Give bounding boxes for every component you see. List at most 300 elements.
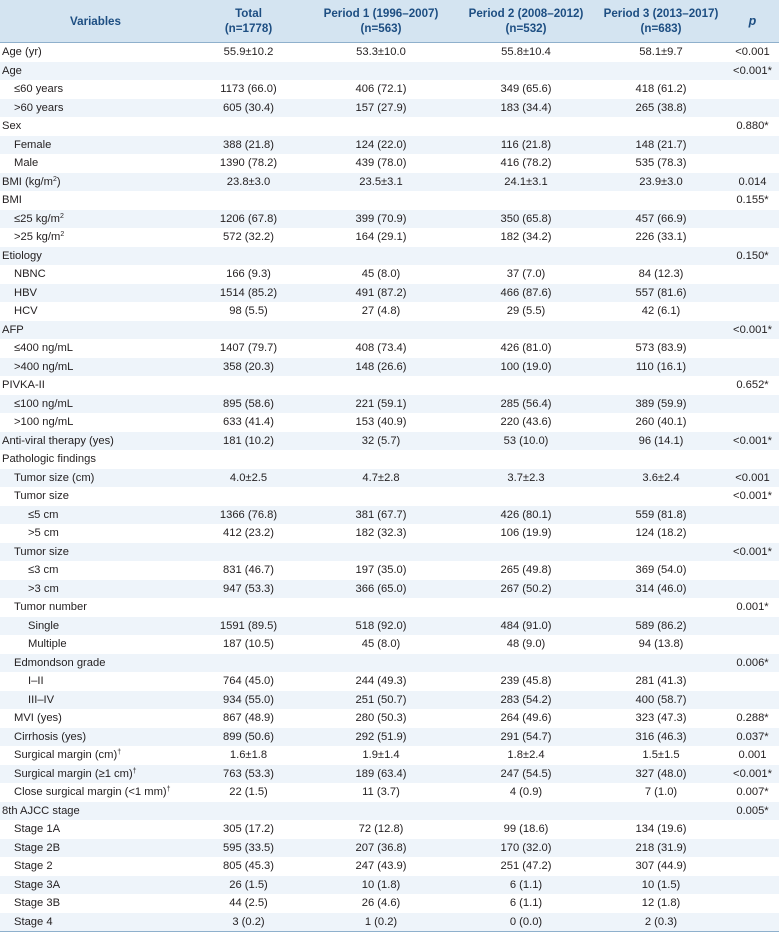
row-label (0, 228, 191, 247)
table-row (0, 524, 779, 543)
row-label-text: Stage 3B (14, 897, 61, 910)
cell-period-1 (306, 247, 456, 266)
cell-total: 1173 (66.0) (220, 83, 277, 96)
cell-period-3: 110 (16.1) (596, 358, 726, 377)
cell-p-value: <0.001* (726, 432, 779, 451)
row-label-text: Tumor size (14, 545, 69, 558)
row-label-text: Single (28, 619, 60, 632)
table-body (0, 43, 779, 932)
row-label-text: Etiology (2, 249, 42, 262)
row-label-text: NBNC (14, 268, 46, 281)
row-label (0, 783, 191, 802)
cell-period-1: 153 (40.9) (355, 416, 407, 429)
table-row (0, 173, 779, 192)
row-label (0, 395, 191, 414)
cell-total: 4.0±2.5 (191, 469, 306, 488)
cell-period-3: 10 (1.5) (596, 876, 726, 895)
row-label (0, 543, 191, 562)
cell-total (191, 654, 306, 673)
cell-total: 55.9±10.2 (223, 46, 274, 59)
cell-period-2: 3.7±2.3 (456, 469, 596, 488)
table-row (0, 432, 779, 451)
cell-total: 764 (45.0) (223, 675, 274, 688)
table-row (0, 99, 779, 118)
row-label (0, 191, 191, 210)
table-row (0, 635, 779, 654)
cell-p-value: <0.001* (726, 321, 779, 340)
row-label-text: >400 ng/mL (14, 360, 74, 373)
cell-total: 899 (50.6) (191, 728, 306, 747)
table-row (0, 117, 779, 136)
cell-period-3: 307 (44.9) (635, 860, 687, 873)
cell-total (191, 376, 306, 395)
cell-period-1: 4.7±2.8 (306, 469, 456, 488)
row-label-text: Cirrhosis (yes) (14, 730, 87, 743)
cell-period-3 (596, 62, 726, 81)
cell-period-3: 260 (40.1) (635, 416, 687, 429)
table-row (0, 746, 779, 765)
cell-total: 388 (21.8) (191, 136, 306, 155)
cell-total: 1.6±1.8 (229, 749, 268, 762)
cell-p-value (726, 561, 779, 580)
row-label-text: 8th AJCC stage (2, 804, 80, 817)
cell-total: 572 (32.2) (223, 231, 274, 244)
table-row (0, 672, 779, 691)
row-label (0, 894, 191, 913)
row-label-text: BMI (kg/m (2, 175, 53, 188)
table-row (0, 395, 779, 414)
cell-period-1 (306, 487, 456, 506)
cell-p-value (726, 913, 779, 932)
row-label-text: ≤400 ng/mL (14, 342, 74, 355)
table-row (0, 487, 779, 506)
cell-p-value: 0.014 (726, 173, 779, 192)
cell-p-value (726, 136, 779, 155)
cell-period-1: 26 (4.6) (361, 897, 401, 910)
cell-period-3: 265 (38.8) (596, 99, 726, 118)
cell-p-value (726, 228, 779, 247)
cell-period-2 (456, 802, 596, 821)
cell-total: 805 (45.3) (223, 860, 274, 873)
cell-period-1: 221 (59.1) (306, 395, 456, 414)
cell-period-2: 267 (50.2) (456, 580, 596, 599)
cell-p-value (726, 691, 779, 710)
cell-period-1: 164 (29.1) (355, 231, 407, 244)
cell-period-2: 285 (56.4) (456, 395, 596, 414)
cell-period-2 (456, 247, 596, 266)
row-label (0, 302, 191, 321)
cell-total: 358 (20.3) (191, 358, 306, 377)
row-label-text: Tumor size (14, 490, 69, 503)
cell-period-3: 314 (46.0) (596, 580, 726, 599)
row-label-text: BMI (2, 194, 22, 207)
row-label-text: Stage 4 (14, 915, 53, 928)
cell-period-2 (456, 543, 596, 562)
row-label (0, 617, 191, 636)
row-label-text: ≤100 ng/mL (14, 397, 74, 410)
table-row (0, 339, 779, 358)
cell-p-value: 0.037* (726, 728, 779, 747)
cell-period-3: 535 (78.3) (635, 157, 687, 170)
cell-period-2: 6 (1.1) (509, 897, 543, 910)
cell-period-2 (456, 321, 596, 340)
cell-period-1: 280 (50.3) (355, 712, 407, 725)
row-label (0, 524, 191, 543)
cell-period-3 (596, 654, 726, 673)
table-row (0, 598, 779, 617)
cell-period-1: 251 (50.7) (306, 691, 456, 710)
cell-period-1 (306, 62, 456, 81)
table-row (0, 80, 779, 99)
table-row (0, 802, 779, 821)
cell-period-3 (596, 247, 726, 266)
row-label (0, 321, 191, 340)
cell-period-3: 124 (18.2) (635, 527, 687, 540)
cell-total (191, 543, 306, 562)
table-row (0, 62, 779, 81)
table-row (0, 191, 779, 210)
cell-period-1: 189 (63.4) (306, 765, 456, 784)
row-label-text: Stage 2B (14, 841, 61, 854)
cell-period-2: 265 (49.8) (500, 564, 552, 577)
cell-period-2: 6 (1.1) (456, 876, 596, 895)
cell-period-2: 291 (54.7) (456, 728, 596, 747)
cell-period-2: 247 (54.5) (456, 765, 596, 784)
cell-p-value (726, 450, 779, 469)
row-label-text: >60 years (14, 101, 64, 114)
cell-period-3: 589 (86.2) (596, 617, 726, 636)
cell-p-value (726, 210, 779, 229)
table-row (0, 321, 779, 340)
table-row (0, 857, 779, 876)
cell-period-2: 283 (54.2) (456, 691, 596, 710)
row-label (0, 413, 191, 432)
table-header (0, 0, 779, 43)
row-label (0, 876, 191, 895)
cell-period-3: 389 (59.9) (596, 395, 726, 414)
cell-total (191, 598, 306, 617)
row-label (0, 672, 191, 691)
header-period-1-n: (n=563) (360, 22, 402, 35)
cell-total: 98 (5.5) (229, 305, 268, 318)
cell-period-3 (596, 376, 726, 395)
cell-period-2 (456, 487, 596, 506)
cell-period-1 (306, 191, 456, 210)
cell-p-value (726, 358, 779, 377)
cell-p-value: 0.001* (736, 601, 769, 614)
cell-period-2: 4 (0.9) (509, 786, 543, 799)
cell-p-value: 0.007* (736, 786, 769, 799)
cell-period-3: 418 (61.2) (635, 83, 687, 96)
cell-total: 44 (2.5) (229, 897, 268, 910)
cell-period-3: 327 (48.0) (596, 765, 726, 784)
cell-p-value (726, 284, 779, 303)
cell-total: 1366 (76.8) (191, 506, 306, 525)
table-row (0, 580, 779, 599)
row-label-suffix: ) (56, 175, 61, 188)
row-label (0, 247, 191, 266)
cell-p-value (726, 580, 779, 599)
cell-period-3: 2 (0.3) (596, 913, 726, 932)
table-row (0, 728, 779, 747)
row-label-text: Stage 2 (14, 860, 53, 873)
table-row (0, 820, 779, 839)
cell-period-2: 466 (87.6) (456, 284, 596, 303)
cell-period-2: 116 (21.8) (456, 136, 596, 155)
row-label-text: AFP (2, 323, 24, 336)
table-row (0, 765, 779, 784)
row-label-superscript: 2 (59, 212, 64, 220)
cell-period-2: 183 (34.4) (456, 99, 596, 118)
cell-period-1: 124 (22.0) (306, 136, 456, 155)
cell-period-2: 239 (45.8) (500, 675, 552, 688)
row-label-text: Female (14, 138, 52, 151)
table-row (0, 469, 779, 488)
cell-period-1 (306, 543, 456, 562)
header-period-1-label: Period 1 (1996–2007) (323, 7, 439, 20)
table-row (0, 543, 779, 562)
cell-period-3: 323 (47.3) (635, 712, 687, 725)
cell-period-1: 72 (12.8) (358, 823, 404, 836)
header-row (0, 0, 779, 43)
cell-period-3: 457 (66.9) (596, 210, 726, 229)
cell-period-2: 29 (5.5) (506, 305, 546, 318)
cell-period-2: 100 (19.0) (456, 358, 596, 377)
cell-p-value: <0.001* (726, 62, 779, 81)
cell-p-value (726, 672, 779, 691)
cell-period-1: 381 (67.7) (306, 506, 456, 525)
row-label (0, 117, 191, 136)
cell-period-3: 84 (12.3) (638, 268, 684, 281)
table-row (0, 228, 779, 247)
cell-period-2: 106 (19.9) (500, 527, 552, 540)
cell-period-2: 350 (65.8) (456, 210, 596, 229)
row-label (0, 709, 191, 728)
cell-period-1: 45 (8.0) (361, 638, 401, 651)
cell-period-1: 11 (3.7) (362, 786, 400, 799)
table-row (0, 284, 779, 303)
cell-total: 947 (53.3) (191, 580, 306, 599)
table-row (0, 617, 779, 636)
cell-p-value (726, 265, 779, 284)
cell-p-value: <0.001 (726, 469, 779, 488)
cell-p-value: 0.150* (726, 247, 779, 266)
table-row (0, 210, 779, 229)
cell-period-1: 1 (0.2) (306, 913, 456, 932)
cell-period-1: 207 (36.8) (306, 839, 456, 858)
cell-period-2: 182 (34.2) (500, 231, 552, 244)
cell-period-1: 518 (92.0) (306, 617, 456, 636)
cell-total: 1206 (67.8) (191, 210, 306, 229)
cell-period-2: 426 (81.0) (500, 342, 552, 355)
row-label (0, 265, 191, 284)
row-label (0, 469, 191, 488)
cell-period-3: 12 (1.8) (641, 897, 681, 910)
cell-total: 633 (41.4) (223, 416, 274, 429)
cell-p-value (726, 876, 779, 895)
row-label-text: >5 cm (28, 527, 59, 540)
cell-p-value: 0.005* (726, 802, 779, 821)
row-label-text: Surgical margin (cm) (14, 749, 118, 762)
row-label (0, 561, 191, 580)
row-label (0, 820, 191, 839)
table-row (0, 43, 779, 62)
row-label (0, 487, 191, 506)
cell-period-1: 45 (8.0) (361, 268, 401, 281)
row-label (0, 728, 191, 747)
cell-p-value (726, 894, 779, 913)
cell-p-value (726, 635, 779, 654)
cell-total: 1390 (78.2) (219, 157, 278, 170)
table-row (0, 450, 779, 469)
cell-p-value (726, 820, 779, 839)
row-label (0, 598, 191, 617)
cell-period-3: 369 (54.0) (635, 564, 687, 577)
cell-period-3 (596, 543, 726, 562)
cell-period-3 (596, 321, 726, 340)
cell-total: 1591 (89.5) (191, 617, 306, 636)
row-label-text: Tumor number (14, 601, 87, 614)
row-label (0, 173, 191, 192)
header-total (191, 0, 306, 43)
table-row (0, 413, 779, 432)
cell-period-3 (596, 802, 726, 821)
header-period-3 (596, 0, 726, 43)
row-label-text: Sex (2, 120, 22, 133)
table-row (0, 913, 779, 932)
table-row (0, 136, 779, 155)
cell-period-1 (306, 376, 456, 395)
header-period-1 (306, 0, 456, 43)
table-row (0, 506, 779, 525)
cell-period-2 (456, 598, 596, 617)
row-label-text: Edmondson grade (14, 656, 106, 669)
cell-period-3: 573 (83.9) (635, 342, 687, 355)
cell-p-value: 0.001 (738, 749, 767, 762)
cell-period-3 (596, 450, 726, 469)
row-label-text: Anti-viral therapy (yes) (2, 434, 114, 447)
row-label (0, 580, 191, 599)
cell-period-2: 170 (32.0) (456, 839, 596, 858)
cell-period-2: 99 (18.6) (503, 823, 549, 836)
cell-total: 763 (53.3) (191, 765, 306, 784)
cell-period-2: 426 (80.1) (456, 506, 596, 525)
cell-period-1: 23.5±3.1 (306, 173, 456, 192)
cell-period-2: 220 (43.6) (500, 416, 552, 429)
row-label (0, 62, 191, 81)
row-label (0, 635, 191, 654)
cell-period-3 (596, 598, 726, 617)
row-label-text: Surgical margin (≥1 cm) (14, 767, 133, 780)
cell-period-2: 37 (7.0) (506, 268, 546, 281)
cell-period-2: 251 (47.2) (500, 860, 552, 873)
table-row (0, 247, 779, 266)
cell-period-3: 148 (21.7) (596, 136, 726, 155)
row-label-superscript: † (132, 767, 137, 775)
cell-total: 831 (46.7) (223, 564, 274, 577)
cell-total: 22 (1.5) (229, 786, 268, 799)
cell-period-2: 0 (0.0) (456, 913, 596, 932)
table-row (0, 876, 779, 895)
row-label-text: Close surgical margin (<1 mm) (14, 786, 167, 799)
cell-period-2 (456, 376, 596, 395)
row-label (0, 284, 191, 303)
cell-period-3: 400 (58.7) (596, 691, 726, 710)
cell-period-1 (306, 598, 456, 617)
cell-period-1: 32 (5.7) (306, 432, 456, 451)
row-label-text: Age (yr) (2, 46, 42, 59)
cell-p-value (726, 506, 779, 525)
cell-p-value (726, 857, 779, 876)
row-label-text: Multiple (28, 638, 67, 651)
row-label-text: >25 kg/m (14, 231, 61, 244)
cell-p-value (726, 302, 779, 321)
header-period-2 (456, 0, 596, 43)
row-label (0, 802, 191, 821)
row-label (0, 376, 191, 395)
row-label-text: MVI (yes) (14, 712, 62, 725)
cell-period-3: 218 (31.9) (596, 839, 726, 858)
cell-period-1: 244 (49.3) (355, 675, 407, 688)
cell-total (191, 117, 306, 136)
row-label (0, 913, 191, 932)
row-label-text: Stage 3A (14, 878, 61, 891)
row-label (0, 210, 191, 229)
cell-period-3 (596, 117, 726, 136)
cell-period-3 (596, 191, 726, 210)
cell-period-2 (456, 191, 596, 210)
cell-period-2: 349 (65.6) (500, 83, 552, 96)
row-label-text: Male (14, 157, 39, 170)
cell-period-3: 134 (19.6) (635, 823, 687, 836)
row-label-text: HCV (14, 305, 38, 318)
cell-total: 1514 (85.2) (191, 284, 306, 303)
cell-period-1 (306, 450, 456, 469)
cell-p-value: 0.288* (736, 712, 769, 725)
cell-total (191, 450, 306, 469)
row-label (0, 43, 191, 62)
cell-period-2: 416 (78.2) (500, 157, 552, 170)
cell-p-value: 0.006* (726, 654, 779, 673)
cell-period-1: 1.9±1.4 (362, 749, 400, 762)
cell-p-value: <0.001 (735, 46, 770, 59)
cell-period-1: 157 (27.9) (306, 99, 456, 118)
cell-period-1: 53.3±10.0 (356, 46, 406, 59)
cell-period-1: 408 (73.4) (355, 342, 407, 355)
header-total-label: Total (235, 7, 262, 20)
row-label (0, 99, 191, 118)
row-label-text: Tumor size (cm) (14, 471, 95, 484)
header-variables: Variables (0, 0, 191, 43)
cell-p-value: 0.652* (736, 379, 769, 392)
row-label-text: ≤5 cm (28, 508, 59, 521)
row-label (0, 857, 191, 876)
cell-period-3: 23.9±3.0 (596, 173, 726, 192)
cell-period-1: 148 (26.6) (306, 358, 456, 377)
cell-period-2: 484 (91.0) (456, 617, 596, 636)
cell-period-2: 53 (10.0) (456, 432, 596, 451)
cell-period-1: 491 (87.2) (306, 284, 456, 303)
cell-total: 23.8±3.0 (191, 173, 306, 192)
cell-p-value (726, 99, 779, 118)
table-row (0, 691, 779, 710)
row-label-text: Age (2, 64, 22, 77)
row-label (0, 765, 191, 784)
cell-period-2 (456, 62, 596, 81)
cell-total (191, 321, 306, 340)
row-label-text: PIVKA-II (2, 379, 45, 392)
cell-p-value (726, 339, 779, 358)
